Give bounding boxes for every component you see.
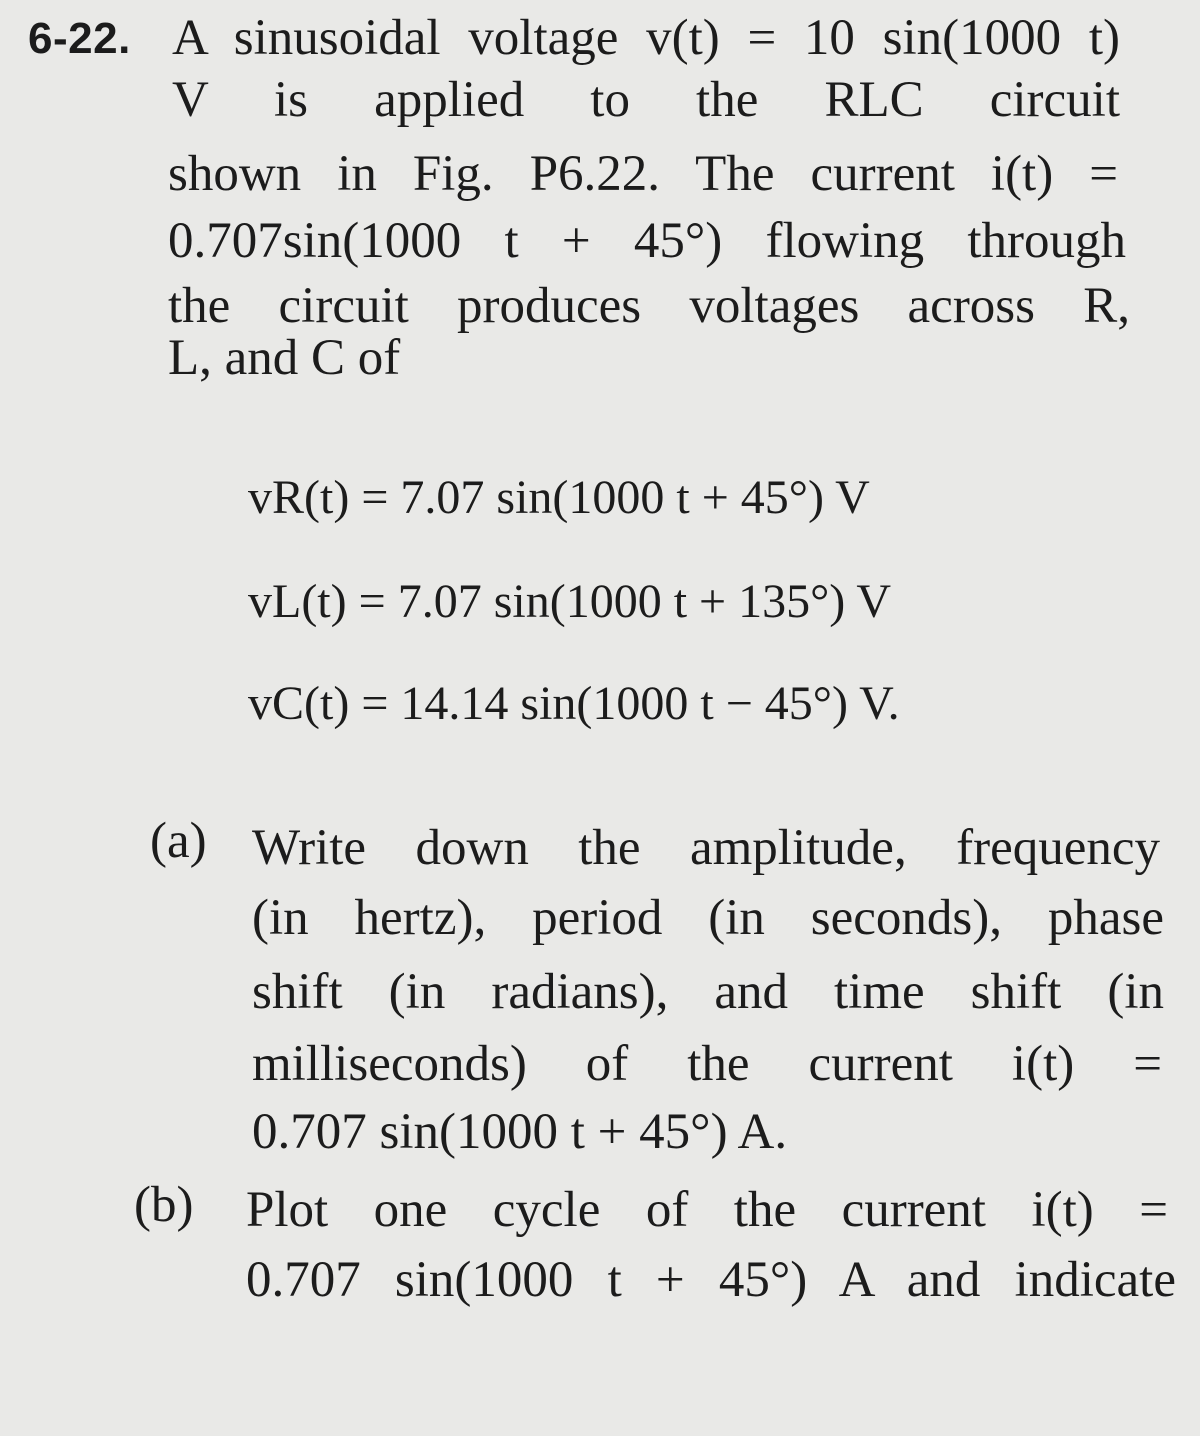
problem-line-2: V is applied to the RLC circuit (172, 72, 1120, 128)
part-a-line-5: 0.707 sin(1000 t + 45°) A. (252, 1104, 788, 1160)
problem-line-6: L, and C of (168, 330, 401, 386)
problem-line-5: the circuit produces voltages across R, (168, 278, 1130, 334)
problem-line-3: shown in Fig. P6.22. The current i(t) = (168, 146, 1118, 202)
part-a-line-3: shift (in radians), and time shift (in (252, 964, 1164, 1020)
equation-vl: vL(t) = 7.07 sin(1000 t + 135°) V (248, 575, 892, 628)
problem-line-4: 0.707sin(1000 t + 45°) flowing through (168, 213, 1126, 269)
part-a-label: (a) (150, 813, 207, 869)
problem-number: 6-22. (28, 14, 131, 63)
part-b-line-2: 0.707 sin(1000 t + 45°) A and indicate (246, 1252, 1176, 1308)
part-a-line-1: Write down the amplitude, frequency (252, 820, 1160, 876)
equation-vc: vC(t) = 14.14 sin(1000 t − 45°) V. (248, 677, 900, 730)
problem-line-1: A sinusoidal voltage v(t) = 10 sin(1000 t) (172, 10, 1120, 66)
part-a-line-2: (in hertz), period (in seconds), phase (252, 890, 1164, 946)
part-b-line-1: Plot one cycle of the current i(t) = (246, 1182, 1168, 1238)
part-a-line-4: milliseconds) of the current i(t) = (252, 1036, 1162, 1092)
part-b-label: (b) (134, 1177, 194, 1233)
equation-vr: vR(t) = 7.07 sin(1000 t + 45°) V (248, 471, 870, 524)
